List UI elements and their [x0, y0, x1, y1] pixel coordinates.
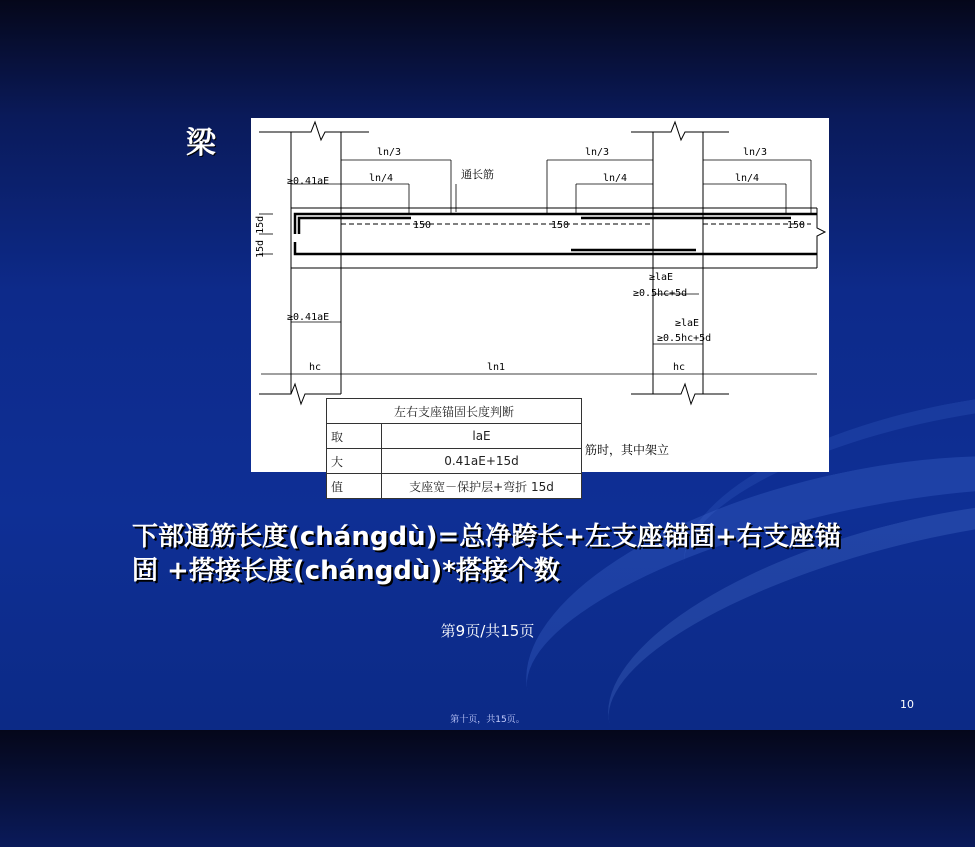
- label-ln4-right: ln/4: [735, 173, 760, 184]
- diagram-note: 筋时，其中架立: [585, 443, 670, 457]
- label-150-mid: 150: [551, 220, 570, 231]
- label-hc-right: hc: [673, 362, 686, 373]
- anchor-length-table: [326, 398, 582, 499]
- slide-heading: 梁: [186, 126, 216, 161]
- table-cell-header: 大: [327, 449, 382, 474]
- label-anchor-top: ≥0.41aE: [287, 176, 330, 187]
- footer-note: 第十页，共15页。: [450, 715, 525, 725]
- background-swoosh: [579, 445, 975, 847]
- label-ln3-left: ln/3: [377, 147, 402, 158]
- label-ln1: ln1: [487, 362, 506, 373]
- table-row: [327, 424, 582, 449]
- label-hc5d-lower: ≥0.5hc+5d: [657, 333, 712, 344]
- table-cell-value: 支座宽－保护层+弯折 15d: [382, 474, 582, 499]
- label-15d-side: 15d 15d: [255, 215, 266, 258]
- label-anchor-bottom: ≥0.41aE: [287, 312, 330, 323]
- table-title: 左右支座锚固长度判断: [327, 399, 582, 424]
- label-hc-left: hc: [309, 362, 322, 373]
- table-row: [327, 474, 582, 499]
- label-lae-upper: ≥laE: [649, 272, 674, 283]
- label-through-bar: 通长筋: [461, 168, 494, 181]
- table-cell-header: 取: [327, 424, 382, 449]
- label-lae-lower: ≥laE: [675, 318, 700, 329]
- label-150-left: 150: [413, 220, 432, 231]
- label-ln4-mid: ln/4: [603, 173, 628, 184]
- page-indicator: 第9页/共15页: [440, 622, 535, 640]
- table-cell-value: 0.41aE+15d: [382, 449, 582, 474]
- label-hc5d-upper: ≥0.5hc+5d: [633, 288, 688, 299]
- slide-number: 10: [900, 698, 914, 711]
- label-ln4-left: ln/4: [369, 173, 394, 184]
- table-cell-value: laE: [382, 424, 582, 449]
- table-row: [327, 449, 582, 474]
- table-cell-header: 值: [327, 474, 382, 499]
- rebar-length-formula: 下部通筋长度(chángdù)=总净跨长+左支座锚固+右支座锚固 +搭接长度(chángdù)*搭接个数: [132, 522, 841, 586]
- label-ln3-right: ln/3: [743, 147, 768, 158]
- label-150-right: 150: [787, 220, 806, 231]
- label-ln3-mid: ln/3: [585, 147, 610, 158]
